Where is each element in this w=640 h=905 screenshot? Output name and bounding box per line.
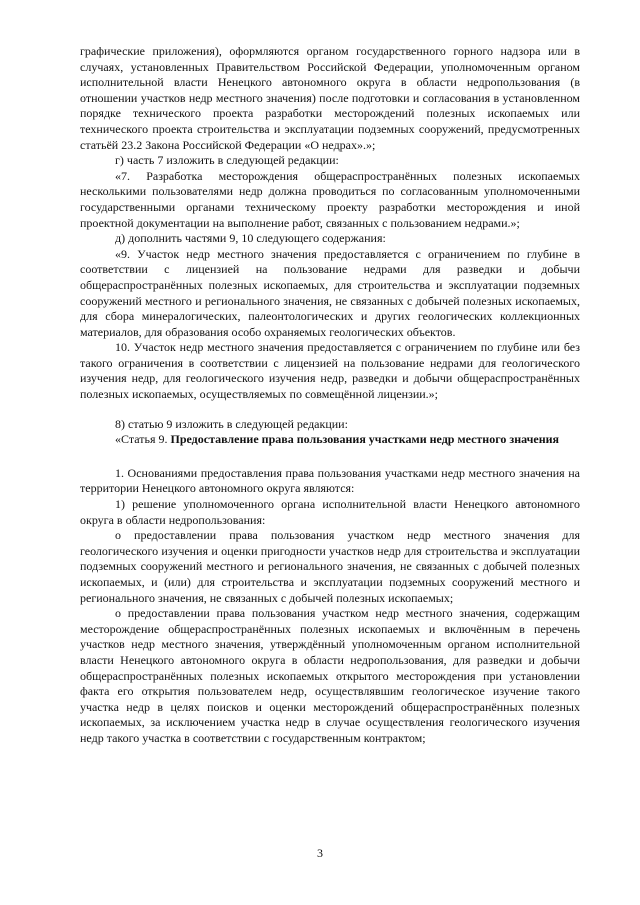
paragraph-item-d: д) дополнить частями 9, 10 следующего содержания: <box>115 231 386 246</box>
paragraph-part-9: «9. Участок недр местного значения предоставляется с ограничением по глубине в соответствии с лицензией на пользование недрами для разведки и добычи общераспространённых полезных ископаемых, для строительства и эксплуатации подземных сооружений местного и регионального значения, не связанных с добычей полезных ископаемых, для сбора минералогических, палеонтологических и других геологических коллекционных материалов, для образования особо охраняемых геологических объектов. <box>80 246 580 339</box>
paragraph-part-7: «7. Разработка месторождения общераспространённых полезных ископаемых несколькими пользователями недр должна проводиться по согласованным уполномоченными государственными органами техническому проекту разработки месторождения и иной проектной документации на выполнение работ, связанных с пользованием недрами.»; <box>80 168 580 230</box>
paragraph-part-10: 10. Участок недр местного значения предоставляется с ограничением по глубине или без такого ограничения в соответствии с лицензией на пользование недрами для геологического изучения недр, для геологического изучения недр, разведки и добычи общераспространённых полезных ископаемых, осуществляемых по совмещённой лицензии.»; <box>80 340 580 402</box>
paragraph-subclause-1: 1) решение уполномоченного органа исполнительной власти Ненецкого автономного округа в области недропользования: <box>80 497 580 527</box>
page-number: 3 <box>317 846 323 860</box>
paragraph-clause-1: 1. Основаниями предоставления права пользования участками недр местного значения на территории Ненецкого автономного округа являются: <box>80 465 580 496</box>
paragraph-item-8: 8) статью 9 изложить в следующей редакции: <box>115 416 348 431</box>
article-heading-title: Предоставление права пользования участками недр местного значения <box>170 432 560 447</box>
paragraph-provision-b: о предоставлении права пользования участком недр местного значения, содержащим месторождение общераспространённых полезных ископаемых и включённым в перечень участков недр местного значения, утверждённый уполномоченным органом исполнительной власти Ненецкого автономного округа в области недропользования, для разведки и добычи общераспространённых полезных ископаемых открытого месторождения при установлении факта его открытия пользователем недр, осуществлявшим геологическое изучение такого участка недр в целях поисков и оценки месторождений общераспространённых полезных ископаемых, за исключением участка недр в случае осуществления геологического изучения недр такого участка в соответствии с государственным контрактом; <box>80 606 580 745</box>
article-heading-prefix: «Статья 9. <box>115 432 171 447</box>
paragraph-item-g: г) часть 7 изложить в следующей редакции: <box>115 153 339 168</box>
paragraph-continuation: графические приложения), оформляются органом государственного горного надзора или в случаях, установленных Правительством Российской Федерации, уполномоченным органом исполнительной власти Ненецкого автономного округа в области недропользования (в отношении участков недр местного значения) после подготовки и согласования в установленном порядке технического проекта разработки месторождений полезных ископаемых или технического проекта строительства и эксплуатации подземных сооружений, предусмотренных статьёй 23.2 Закона Российской Федерации «О недрах».»; <box>80 44 580 152</box>
paragraph-provision-a: о предоставлении права пользования участком недр местного значения для геологического изучения и оценки пригодности участков недр для строительства и эксплуатации подземных сооружений местного и регионального значения, не связанных с добычей полезных ископаемых, и (или) для строительства и эксплуатации подземных сооружений местного и регионального значения, не связанных с добычей полезных ископаемых; <box>80 528 580 605</box>
article-heading <box>80 432 580 448</box>
